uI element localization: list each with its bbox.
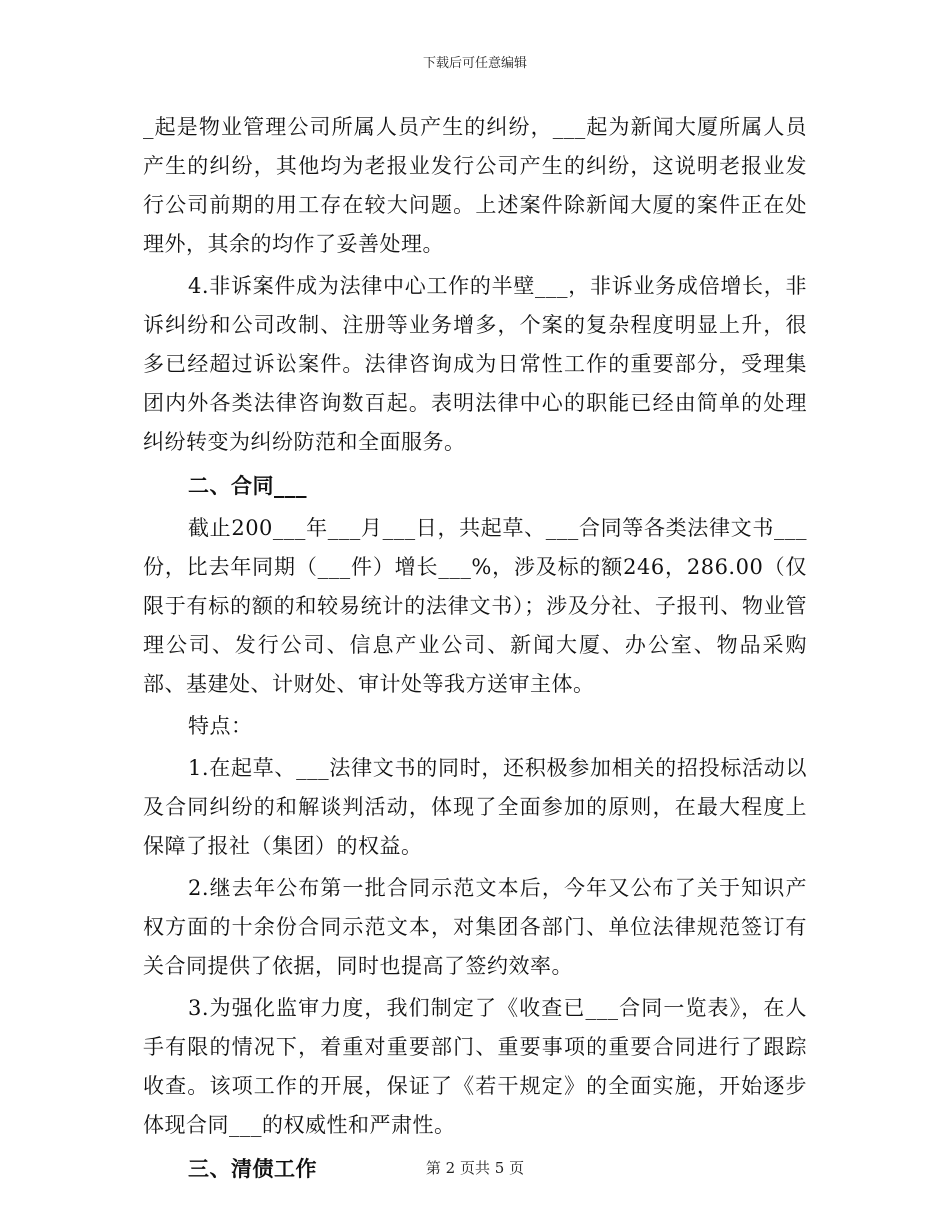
paragraph-contract-stats: 截止200___年___月___日，共起草、___合同等各类法律文书___份，比去年同期（___件）增长___%，涉及标的额246，286.00（仅限于有标的额的和较易统计的法律文书）；涉及分社、子报刊、物业管理公司、发行公司、信息产业公司、新闻大厦、办公室、物品采购部、基建处、计财处、审计处等我方送审主体。 <box>143 516 807 696</box>
page-header: 下载后可任意编辑 <box>422 56 527 71</box>
section-heading-debt-clearing: 三、清债工作 <box>188 1156 317 1181</box>
paragraph-feature-3: 3.为强化监审力度，我们制定了《收查已___合同一览表》，在人手有限的情况下，着重对重要部门、重要事项的重要合同进行了跟踪收查。该项工作的开展，保证了《若干规定》的全面实施，开始逐步体现合同___的权威性和严肃性。 <box>143 996 807 1137</box>
section-heading-contracts: 二、合同___ <box>188 473 307 498</box>
paragraph-feature-1: 1.在起草、___法律文书的同时，还积极参加相关的招投标活动以及合同纠纷的和解谈判活动，体现了全面参加的原则，在最大程度上保障了报社（集团）的权益。 <box>143 756 807 858</box>
paragraph-feature-2: 2.继去年公布第一批合同示范文本后，今年又公布了关于知识产权方面的十余份合同示范文本，对集团各部门、单位法律规范签订有关合同提供了依据，同时也提高了签约效率。 <box>143 876 807 978</box>
document-body <box>143 108 807 1192</box>
paragraph-disputes-continued: _起是物业管理公司所属人员产生的纠纷，___起为新闻大厦所属人员产生的纠纷，其他均为老报业发行公司产生的纠纷，这说明老报业发行公司前期的用工存在较大问题。上述案件除新闻大厦的案件正在处理外，其余的均作了妥善处理。 <box>143 115 807 256</box>
paragraph-non-litigation: 4.非诉案件成为法律中心工作的半壁___，非诉业务成倍增长，非诉纠纷和公司改制、注册等业务增多，个案的复杂程度明显上升，很多已经超过诉讼案件。法律咨询成为日常性工作的重要部分，受理集团内外各类法律咨询数百起。表明法律中心的职能已经由简单的处理纠纷转变为纠纷防范和全面服务。 <box>143 274 807 454</box>
page-footer: 第 2 页共 5 页 <box>425 1159 525 1177</box>
paragraph-features-label: 特点： <box>188 714 253 738</box>
